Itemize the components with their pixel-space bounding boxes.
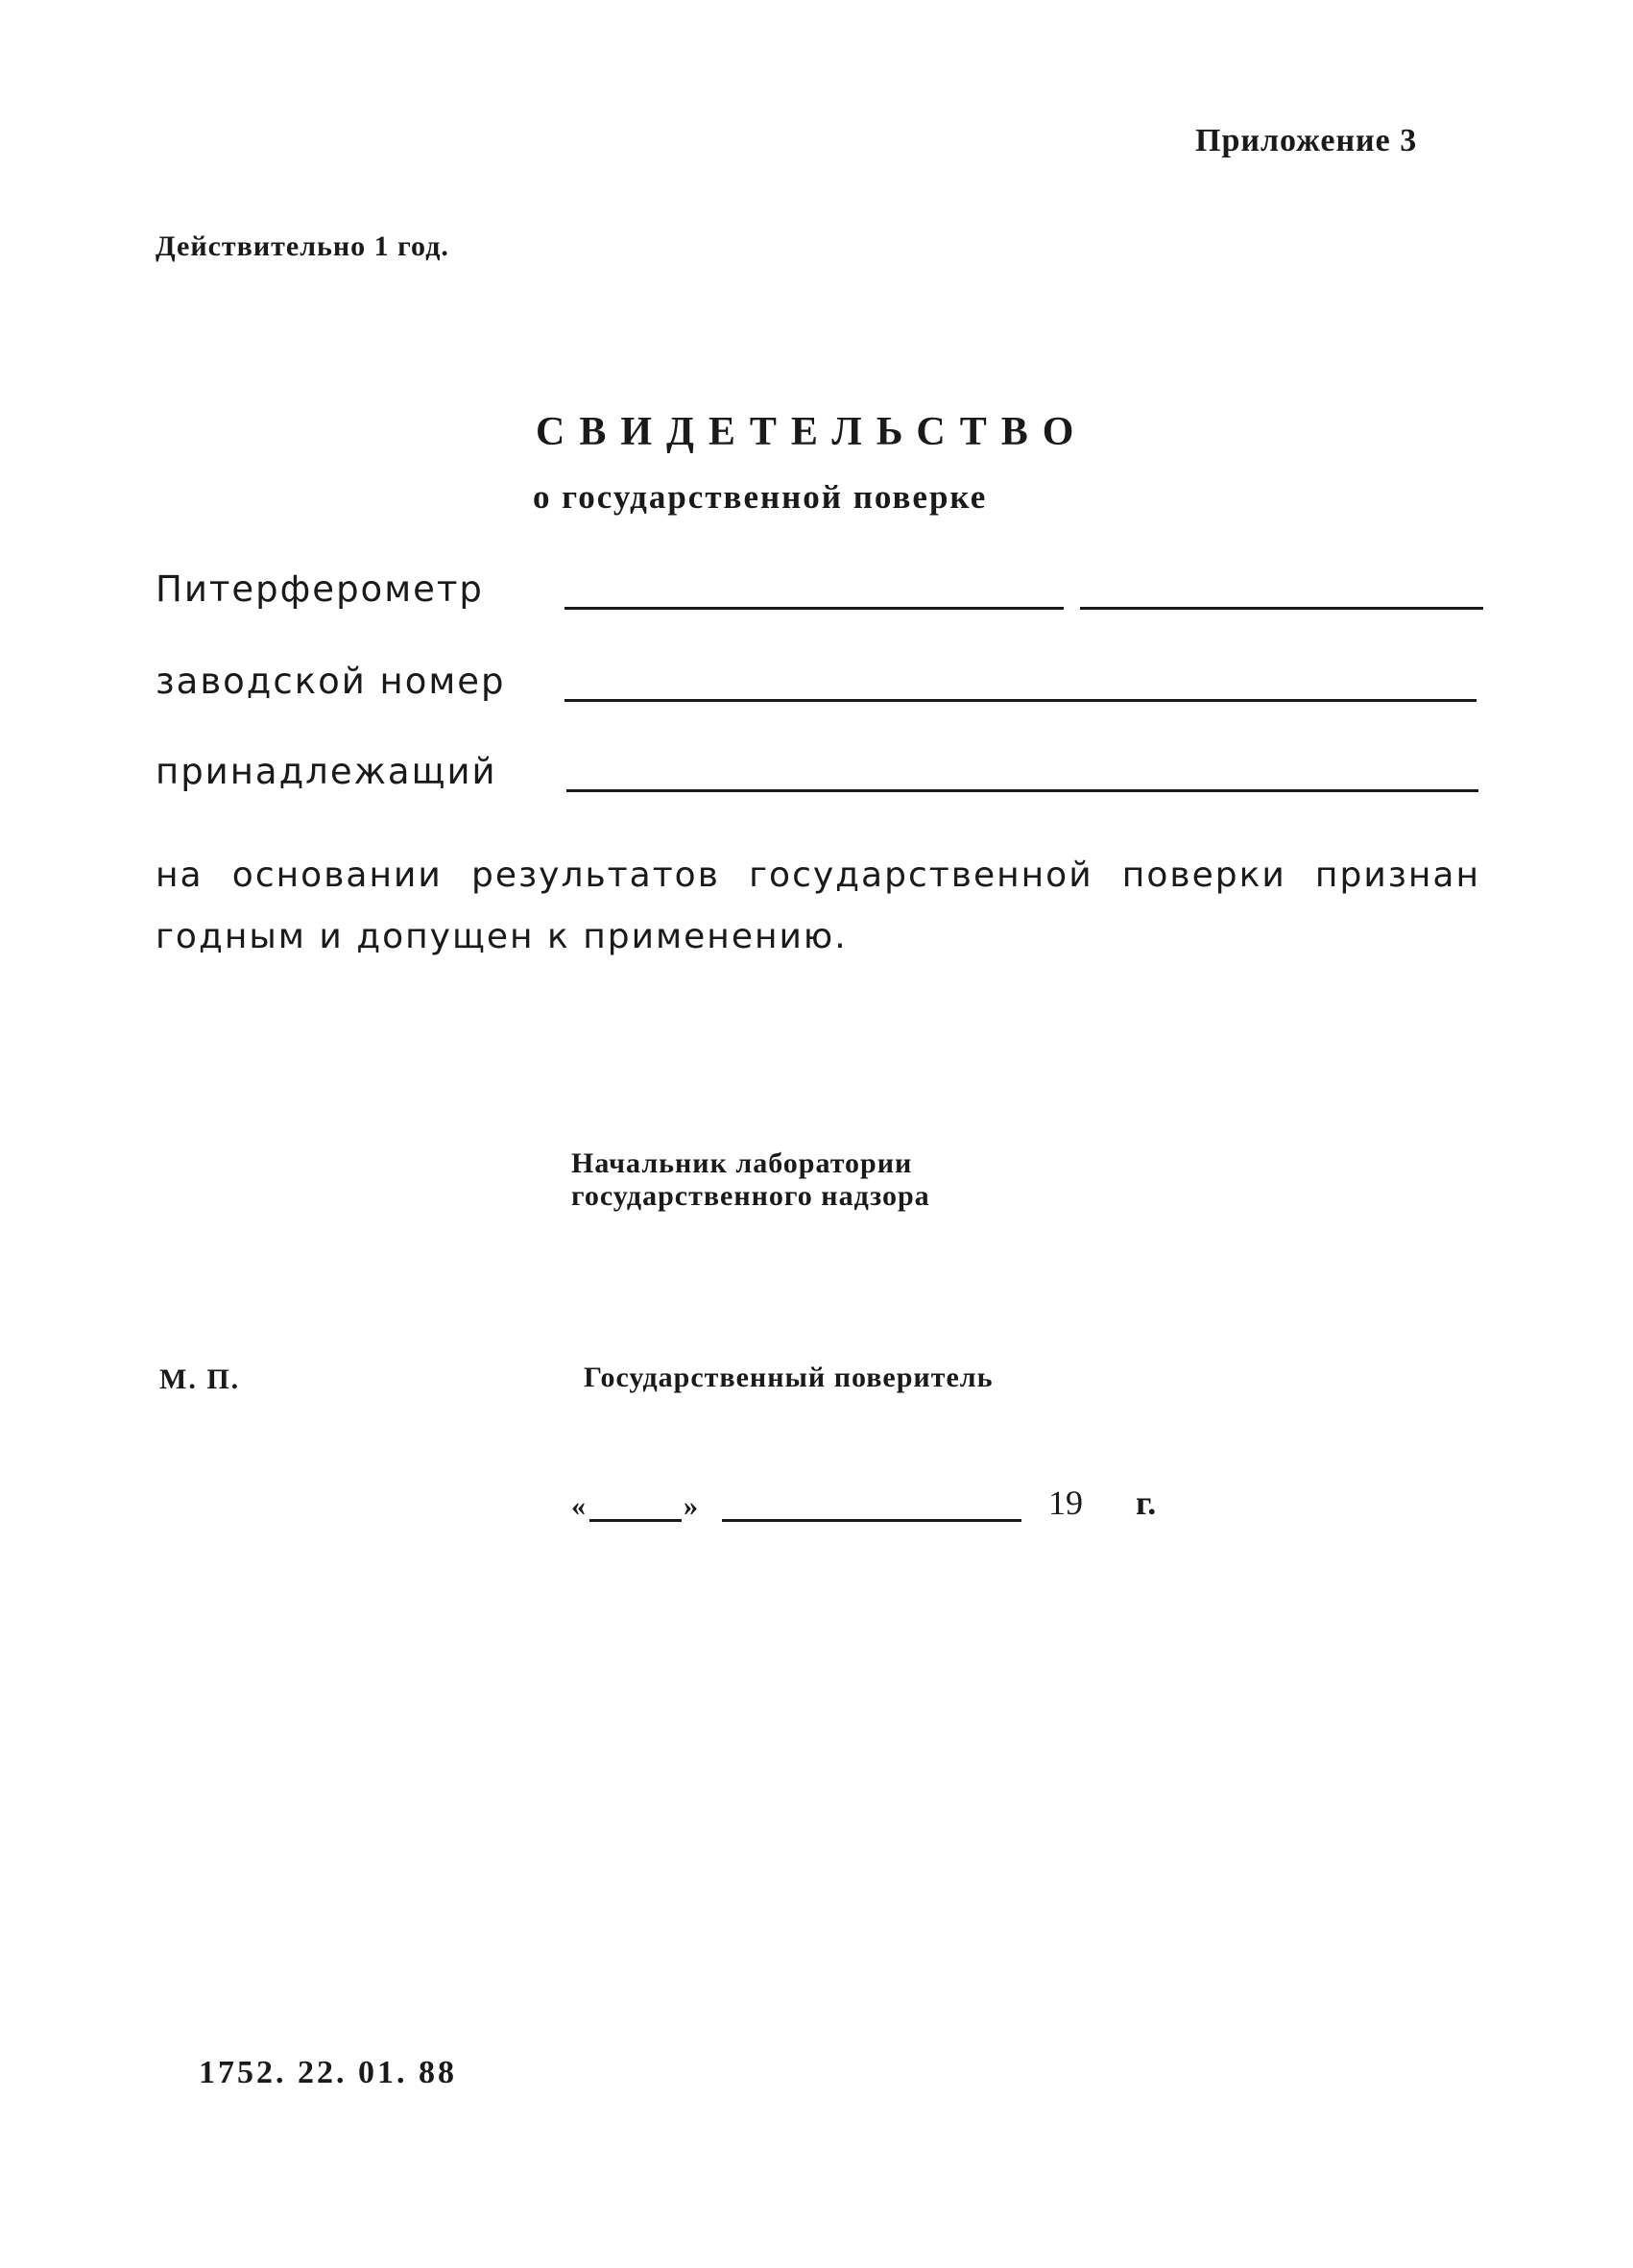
date-year-suffix: г. — [1136, 1484, 1157, 1522]
document-title: СВИДЕТЕЛЬСТВО — [536, 410, 1089, 454]
date-day-line[interactable] — [589, 1519, 682, 1522]
print-code: 1752. 22. 01. 88 — [199, 2055, 457, 2090]
date-month-line[interactable] — [722, 1519, 1021, 1522]
field-label-serial-number: заводской номер — [156, 661, 506, 702]
field-label-owner: принадлежащий — [156, 751, 497, 792]
date-year-prefix: 19 — [1048, 1484, 1083, 1522]
state-verifier-label: Государственный поверитель — [584, 1362, 994, 1393]
stamp-place: М. П. — [159, 1363, 241, 1395]
field-line-serial-number[interactable] — [564, 699, 1477, 702]
field-line-owner[interactable] — [566, 789, 1478, 792]
appendix-label: Приложение 3 — [1195, 123, 1418, 158]
validity-note: Действительно 1 год. — [156, 230, 449, 262]
lab-head-line1: Начальник лаборатории — [571, 1147, 913, 1179]
field-line-instrument-a[interactable] — [564, 607, 1064, 610]
certification-paragraph: на основании результатов государственной поверки признан годным и допущен к применению. — [156, 856, 1480, 956]
field-label-instrument: Питерферометр — [156, 568, 484, 610]
lab-head-block — [571, 1147, 930, 1213]
field-line-instrument-b[interactable] — [1080, 607, 1483, 610]
document-subtitle: о государственной поверке — [533, 478, 988, 516]
date-close-quote: » — [684, 1490, 698, 1522]
date-open-quote: « — [571, 1490, 586, 1522]
lab-head-line2: государственного надзора — [571, 1180, 930, 1212]
